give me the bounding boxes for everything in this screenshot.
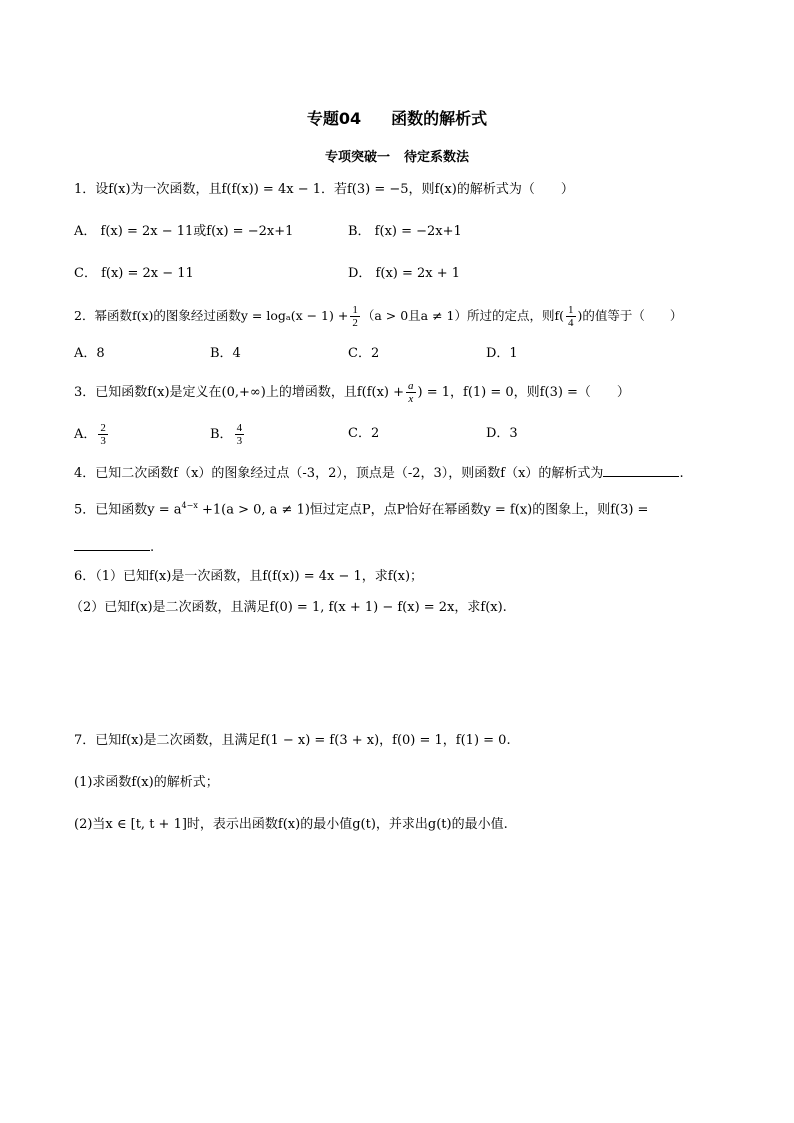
question-5-text-1: 5．已知函数y = a bbox=[74, 502, 182, 518]
title-topic-name: 函数的解析式 bbox=[391, 109, 488, 128]
option-a-fraction bbox=[98, 422, 108, 447]
question-2-option-a: A．8 bbox=[74, 346, 105, 361]
fraction-numerator: 1 bbox=[568, 304, 574, 316]
question-7-part-2: (2)当x ∈ [t, t + 1]时，表示出函数f(x)的最小值g(t)，并求出g(t)的最小值. bbox=[74, 817, 508, 832]
question-2-fraction-half bbox=[350, 304, 360, 329]
section-subtitle bbox=[0, 146, 794, 165]
question-1-stem: 1．设f(x)为一次函数，且f(f(x)) = 4x − 1．若f(3) = −5，则f(x)的解析式为（ ） bbox=[74, 182, 574, 197]
question-1-option-a: A． f(x) = 2x − 11或f(x) = −2x+1 bbox=[74, 224, 294, 239]
question-7-part-1: (1)求函数f(x)的解析式； bbox=[74, 775, 219, 790]
question-1-option-d: D． f(x) = 2x + 1 bbox=[348, 266, 461, 281]
question-6-part-2: （2）已知f(x)是二次函数，且满足f(0) = 1, f(x + 1) − f(x) = 2x，求f(x). bbox=[70, 600, 507, 615]
option-b-fraction bbox=[235, 422, 245, 447]
question-3-fraction-a-over-x bbox=[406, 380, 416, 405]
question-3-stem bbox=[74, 380, 630, 405]
question-2-text-1: 2．幂函数f(x)的图象经过函数y = logₐ(x − 1) + bbox=[74, 308, 349, 323]
fraction-numerator: a bbox=[408, 380, 414, 392]
question-3-text-1: 3．已知函数f(x)是定义在(0,+∞)上的增函数，且f(f(x) + bbox=[74, 385, 405, 400]
question-2-option-b: B．4 bbox=[210, 346, 241, 361]
question-6-part-1: 6．（1）已知f(x)是一次函数，且f(f(x)) = 4x − 1，求f(x)； bbox=[74, 569, 424, 584]
question-3-option-d: D．3 bbox=[486, 426, 518, 441]
answer-blank bbox=[74, 536, 150, 551]
question-4-text: 4．已知二次函数f（x）的图象经过点（-3，2），顶点是（-2，3），则函数f（x）的解析式为 bbox=[74, 466, 604, 481]
option-label: A． bbox=[74, 427, 97, 442]
question-2-stem bbox=[74, 304, 682, 329]
fraction-numerator: 1 bbox=[352, 304, 358, 316]
fraction-denominator: x bbox=[408, 393, 414, 405]
question-2-text-3: )的值等于（ ） bbox=[577, 308, 683, 323]
fraction-denominator: 3 bbox=[100, 435, 106, 447]
title-topic-number: 专题04 bbox=[306, 109, 362, 128]
option-label: B． bbox=[210, 427, 233, 442]
fraction-denominator: 3 bbox=[236, 435, 243, 447]
question-7-stem: 7．已知f(x)是二次函数，且满足f(1 − x) = f(3 + x)，f(0) = 1，f(1) = 0. bbox=[74, 733, 511, 748]
fraction-denominator: 2 bbox=[352, 317, 358, 329]
question-2-option-d: D．1 bbox=[486, 346, 518, 361]
question-5-text-2: +1(a > 0, a ≠ 1)恒过定点P，点P恰好在幂函数y = f(x)的图象上，则f(3) = bbox=[197, 502, 649, 518]
question-3-option-b bbox=[210, 422, 246, 447]
question-5-end: . bbox=[150, 540, 155, 555]
fraction-denominator: 4 bbox=[568, 317, 574, 329]
question-3-option-a bbox=[74, 422, 110, 447]
answer-blank bbox=[603, 462, 679, 477]
question-3-option-c: C．2 bbox=[348, 426, 380, 441]
question-1-option-b: B． f(x) = −2x+1 bbox=[348, 224, 462, 239]
question-5-exponent: 4−x bbox=[181, 501, 198, 510]
fraction-numerator: 2 bbox=[100, 422, 106, 434]
page-title bbox=[0, 106, 794, 129]
question-2-option-c: C．2 bbox=[348, 346, 380, 361]
question-1-option-c: C． f(x) = 2x − 11 bbox=[74, 266, 194, 281]
question-4-end: . bbox=[679, 466, 684, 481]
question-5-answer-line bbox=[74, 536, 154, 558]
subtitle-section: 专项突破一 bbox=[324, 150, 390, 165]
question-2-text-2: （a > 0且a ≠ 1）所过的定点，则f( bbox=[361, 308, 564, 323]
subtitle-method: 待定系数法 bbox=[404, 150, 470, 165]
fraction-numerator: 4 bbox=[236, 422, 243, 434]
question-2-fraction-quarter bbox=[566, 304, 576, 329]
question-3-text-2: ) = 1，f(1) = 0，则f(3) =（ ） bbox=[417, 385, 630, 400]
question-5-stem bbox=[74, 496, 648, 520]
question-4-stem bbox=[74, 462, 684, 484]
